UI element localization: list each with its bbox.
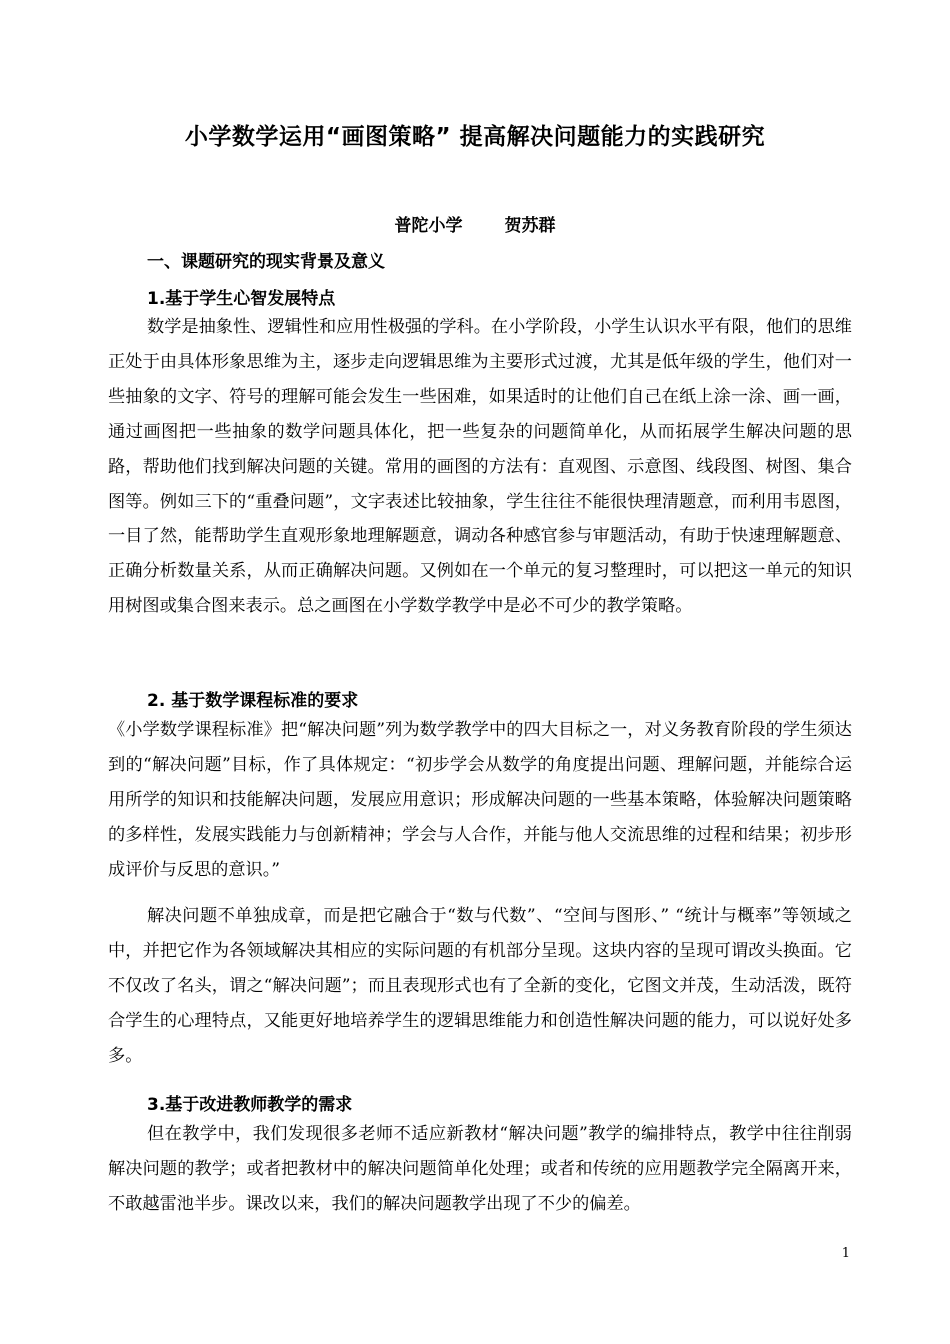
- paragraph-teacher-needs: 但在教学中，我们发现很多老师不适应新教材“解决问题”教学的编排特点，教学中往往削弱解决问题的教学；或者把教材中的解决问题简单化处理；或者和传统的应用题教学完全隔离开来，不敢越雷池半步。课改以来，我们的解决问题教学出现了不少的偏差。: [108, 1124, 852, 1214]
- paragraph-curriculum-standard: 《小学数学课程标准》把“解决问题”列为数学教学中的四大目标之一，对义务教育阶段的学生须达到的“解决问题”目标，作了具体规定：“初步学会从数学的角度提出问题、理解问题，并能综合运用所学的知识和技能解决问题，发展应用意识；形成解决问题的一些基本策略，体验解决问题策略的多样性，发展实践能力与创新精神；学会与人合作，并能与他人交流思维的过程和结果；初步形成评价与反思的意识。”: [108, 720, 852, 880]
- paragraph-mental-development: 数学是抽象性、逻辑性和应用性极强的学科。在小学阶段，小学生认识水平有限，他们的思维正处于由具体形象思维为主，逐步走向逻辑思维为主要形式过渡，尤其是低年级的学生，他们对一些抽象的文字、符号的理解可能会发生一些困难，如果适时的让他们自己在纸上涂一涂、画一画，通过画图把一些抽象的数学问题具体化，把一些复杂的问题简单化，从而拓展学生解决问题的思路，帮助他们找到解决问题的关键。常用的画图的方法有：直观图、示意图、线段图、树图、集合图等。例如三下的“重叠问题”，文字表述比较抽象，学生往往不能很快理清题意，而利用韦恩图，一目了然，能帮助学生直观形象地理解题意，调动各种感官参与审题活动，有助于快速理解题意、正确分析数量关系，从而正确解决问题。又例如在一个单元的复习整理时，可以把这一单元的知识用树图或集合图来表示。总之画图在小学数学教学中是必不可少的教学策略。: [108, 317, 852, 617]
- subsection-heading-3: 3.基于改进教师教学的需求: [147, 1095, 353, 1115]
- paragraph-problem-solving-integration: 解决问题不单独成章，而是把它融合于“数与代数”、“空间与图形、” “统计与概率”等领域之中，并把它作为各领域解决其相应的实际问题的有机部分呈现。这块内容的呈现可谓改头换面。它不仅改了名头，谓之“解决问题”；而且表现形式也有了全新的变化，它图文并茂，生动活泼，既符合学生的心理特点，又能更好地培养学生的逻辑思维能力和创造性解决问题的能力，可以说好处多多。: [108, 906, 852, 1066]
- document-title: 小学数学运用“画图策略” 提高解决问题能力的实践研究: [184, 124, 766, 150]
- subsection-heading-1: 1.基于学生心智发展特点: [147, 289, 336, 309]
- page-number: 1: [841, 1246, 850, 1261]
- author-line: [0, 211, 950, 236]
- author-school: 普陀小学: [394, 216, 463, 236]
- subsection-heading-2: 2. 基于数学课程标准的要求: [147, 691, 359, 711]
- section-heading-1: 一、课题研究的现实背景及意义: [147, 252, 385, 272]
- author-name: 贺苏群: [504, 216, 556, 236]
